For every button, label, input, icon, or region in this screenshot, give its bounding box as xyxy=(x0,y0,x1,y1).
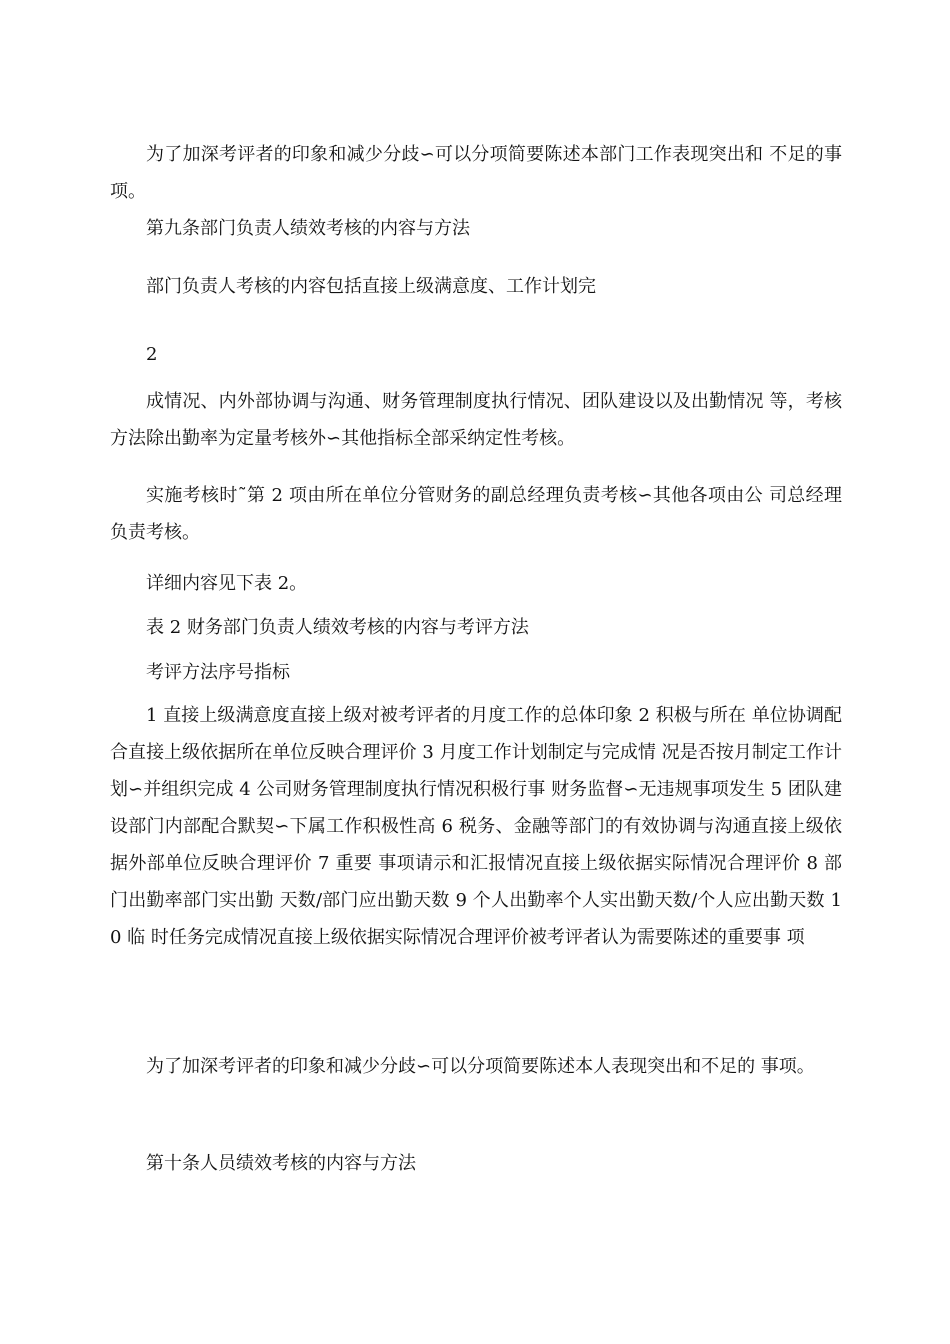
paragraph-manager-content-start: 部门负责人考核的内容包括直接上级满意度、工作计划完 xyxy=(146,276,596,297)
table-header: 考评方法序号指标 xyxy=(146,662,290,683)
paragraph-see-table: 详细内容见下表 2。 xyxy=(146,573,308,594)
page-number: 2 xyxy=(146,344,158,365)
paragraph-manager-content-cont: 成情况、内外部协调与沟通、财务管理制度执行情况、团队建设以及出勤情况 等，考核方法除出勤率为定量考核外∽其他指标全部采纳定性考核。 xyxy=(110,391,842,449)
paragraph-reduce-disagreement-personal: 为了加深考评者的印象和减少分歧∽可以分项简要陈述本人表现突出和不足的 事项。 xyxy=(146,1056,815,1077)
paragraph-implementation: 实施考核时˜第 2 项由所在单位分管财务的副总经理负责考核∽其他各项由公 司总经理负责考核。 xyxy=(110,485,842,543)
heading-article-ten: 第十条人员绩效考核的内容与方法 xyxy=(146,1153,416,1174)
table-content-text: 1 直接上级满意度直接上级对被考评者的月度工作的总体印象 2 积极与所在 单位协调配合直接上级依据所在单位反映合理评价 3 月度工作计划制定与完成情 况是否按月制定工作计划∽并组织完成 4 公司财务管理制度执行情况积极行事 财务监督∽无违规事项发生 5 团队建设部门内部配合默契∽下属工作积极性高 6 税务、金融等部门的有效协调与沟通直接上级依据外部单位反映合理评价 7 重要 事项请示和汇报情况直接上级依据实际情况合理评价 8 部门出勤率部门实出勤 天数/部门应出勤天数 9 个人出勤率个人实出勤天数/个人应出勤天数 10 临 时任务完成情况直接上级依据实际情况合理评价被考评者认为需要陈述的重要事 项 xyxy=(110,705,842,948)
paragraph-reduce-disagreement-department: 为了加深考评者的印象和减少分歧∽可以分项简要陈述本部门工作表现突出和 不足的事项。 xyxy=(110,144,842,202)
table-caption: 表 2 财务部门负责人绩效考核的内容与考评方法 xyxy=(146,617,529,638)
heading-article-nine: 第九条部门负责人绩效考核的内容与方法 xyxy=(146,218,470,239)
